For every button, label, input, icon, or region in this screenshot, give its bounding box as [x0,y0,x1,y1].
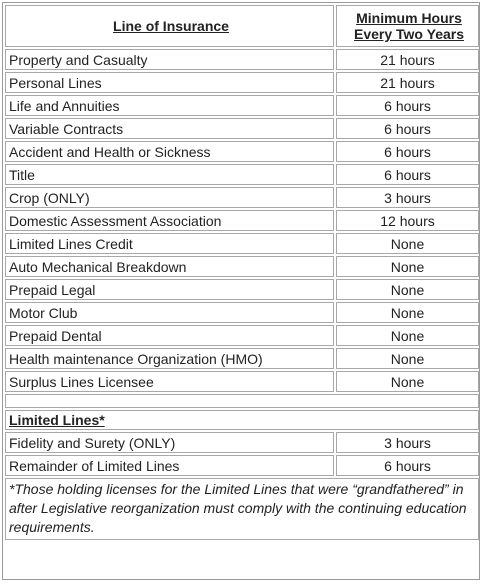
header-minimum-hours-line1: Minimum Hours [356,10,462,26]
table-row [5,279,479,300]
line-of-insurance-cell: Personal Lines [5,72,334,93]
table-row [5,187,479,208]
insurance-ce-table-container [2,2,480,580]
minimum-hours-cell: None [336,302,479,323]
minimum-hours-cell: 12 hours [336,210,479,231]
minimum-hours-cell: 21 hours [336,72,479,93]
table-row [5,348,479,369]
minimum-hours-cell: None [336,256,479,277]
table-row [5,141,479,162]
minimum-hours-cell: 3 hours [336,432,479,453]
minimum-hours-cell: None [336,348,479,369]
main-rows [5,49,479,392]
line-of-insurance-cell: Fidelity and Surety (ONLY) [5,432,334,453]
line-of-insurance-cell: Limited Lines Credit [5,233,334,254]
minimum-hours-cell: None [336,279,479,300]
table-row [5,164,479,185]
table-row [5,233,479,254]
limited-lines-section-row [5,410,479,430]
minimum-hours-cell: 6 hours [336,141,479,162]
table-row [5,432,479,453]
line-of-insurance-cell: Prepaid Legal [5,279,334,300]
insurance-ce-table [3,3,481,542]
header-minimum-hours [336,5,479,47]
minimum-hours-cell: 6 hours [336,164,479,185]
line-of-insurance-cell: Surplus Lines Licensee [5,371,334,392]
table-row [5,371,479,392]
limited-lines-section-title: Limited Lines* [5,410,479,430]
spacer-row [5,394,479,408]
line-of-insurance-cell: Title [5,164,334,185]
table-row [5,210,479,231]
footnote: *Those holding licenses for the Limited Lines that were “grandfathered” in after Legislative reorganization must comply with the continuing education requirements. [5,478,479,540]
minimum-hours-cell: None [336,233,479,254]
table-row [5,325,479,346]
line-of-insurance-cell: Variable Contracts [5,118,334,139]
minimum-hours-cell: 6 hours [336,118,479,139]
table-row [5,302,479,323]
minimum-hours-cell: 3 hours [336,187,479,208]
header-line-of-insurance: Line of Insurance [5,5,334,47]
table-row [5,95,479,116]
minimum-hours-cell: None [336,325,479,346]
line-of-insurance-cell: Auto Mechanical Breakdown [5,256,334,277]
line-of-insurance-cell: Motor Club [5,302,334,323]
minimum-hours-cell: None [336,371,479,392]
line-of-insurance-cell: Domestic Assessment Association [5,210,334,231]
line-of-insurance-cell: Crop (ONLY) [5,187,334,208]
header-minimum-hours-line2: Every Two Years [354,26,464,42]
table-row [5,455,479,476]
line-of-insurance-cell: Remainder of Limited Lines [5,455,334,476]
minimum-hours-cell: 21 hours [336,49,479,70]
line-of-insurance-cell: Accident and Health or Sickness [5,141,334,162]
line-of-insurance-cell: Life and Annuities [5,95,334,116]
table-row [5,256,479,277]
footnote-row [5,478,479,540]
minimum-hours-cell: 6 hours [336,455,479,476]
table-header-row [5,5,479,47]
table-row [5,49,479,70]
table-row [5,118,479,139]
line-of-insurance-cell: Health maintenance Organization (HMO) [5,348,334,369]
table-row [5,72,479,93]
limited-rows [5,432,479,476]
spacer-cell [5,394,479,408]
minimum-hours-cell: 6 hours [336,95,479,116]
line-of-insurance-cell: Property and Casualty [5,49,334,70]
line-of-insurance-cell: Prepaid Dental [5,325,334,346]
